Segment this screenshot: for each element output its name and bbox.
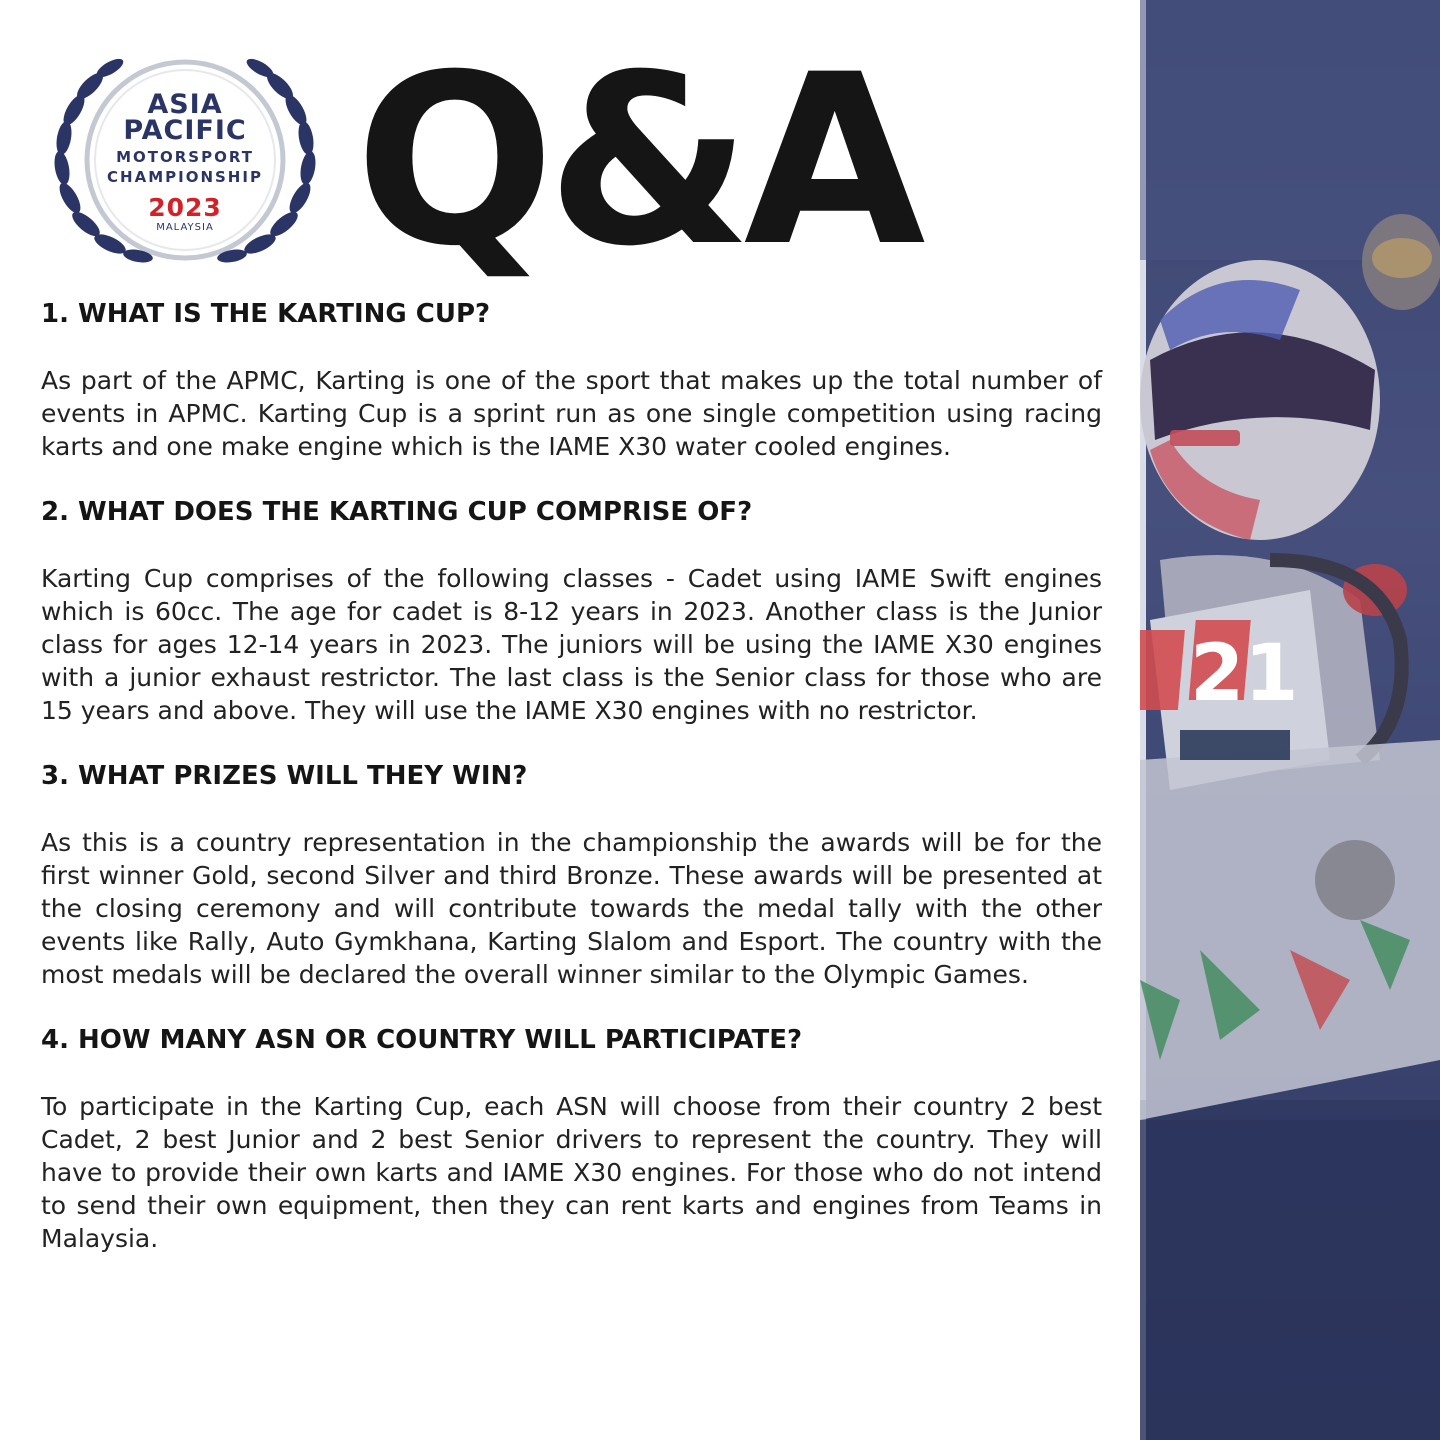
logo-line-pacific: PACIFIC bbox=[123, 115, 247, 146]
kart-driver-photo bbox=[1140, 0, 1440, 1440]
logo-line-asia: ASIA bbox=[147, 89, 223, 120]
championship-logo bbox=[40, 48, 330, 270]
question-heading: 2. WHAT DOES THE KARTING CUP COMPRISE OF? bbox=[41, 497, 753, 527]
answer-text: As part of the APMC, Karting is one of the sport that makes up the total number of events in APMC. Karting Cup is a sprint run as one single competition using racing karts and one make engine which is the IAME X30 water cooled engines. bbox=[41, 366, 1102, 461]
logo-line-championship: CHAMPIONSHIP bbox=[107, 168, 263, 186]
qa-list bbox=[41, 298, 1102, 1255]
qa-item bbox=[41, 760, 1102, 991]
qa-item bbox=[41, 298, 1102, 463]
qa-item bbox=[41, 1024, 1102, 1255]
answer-text: To participate in the Karting Cup, each ASN will choose from their country 2 best Cadet, 2 best Junior and 2 best Senior drivers to represent the country. They will have to provide their own karts and IAME X30 engines. For those who do not intend to send their own equipment, then they can rent karts and engines from Teams in Malaysia. bbox=[41, 1092, 1102, 1253]
question-heading: 4. HOW MANY ASN OR COUNTRY WILL PARTICIPATE? bbox=[41, 1025, 803, 1055]
question-heading: 1. WHAT IS THE KARTING CUP? bbox=[41, 299, 491, 329]
qa-item bbox=[41, 496, 1102, 727]
kart-number: 21 bbox=[1190, 629, 1299, 719]
logo-line-motorsport: MOTORSPORT bbox=[116, 148, 254, 166]
logo-year: 2023 bbox=[148, 193, 222, 222]
page-title: Q&A bbox=[355, 25, 918, 298]
logo-country: MALAYSIA bbox=[156, 222, 214, 233]
kart-illustration bbox=[1140, 0, 1440, 1440]
answer-text: As this is a country representation in the championship the awards will be for the first winner Gold, second Silver and third Bronze. These awards will be presented at the closing ceremony and will contribute towards the medal tally with the other events like Rally, Auto Gymkhana, Karting Slalom and Esport. The country with the most medals will be declared the overall winner similar to the Olympic Games. bbox=[41, 828, 1102, 989]
answer-text: Karting Cup comprises of the following classes - Cadet using IAME Swift engines which is 60cc. The age for cadet is 8-12 years in 2023. Another class is the Junior class for ages 12-14 years in 2023. The juniors will be using the IAME X30 engines with a junior exhaust restrictor. The last class is the Senior class for those who are 15 years and above. They will use the IAME X30 engines with no restrictor. bbox=[41, 564, 1102, 725]
question-heading: 3. WHAT PRIZES WILL THEY WIN? bbox=[41, 761, 528, 791]
